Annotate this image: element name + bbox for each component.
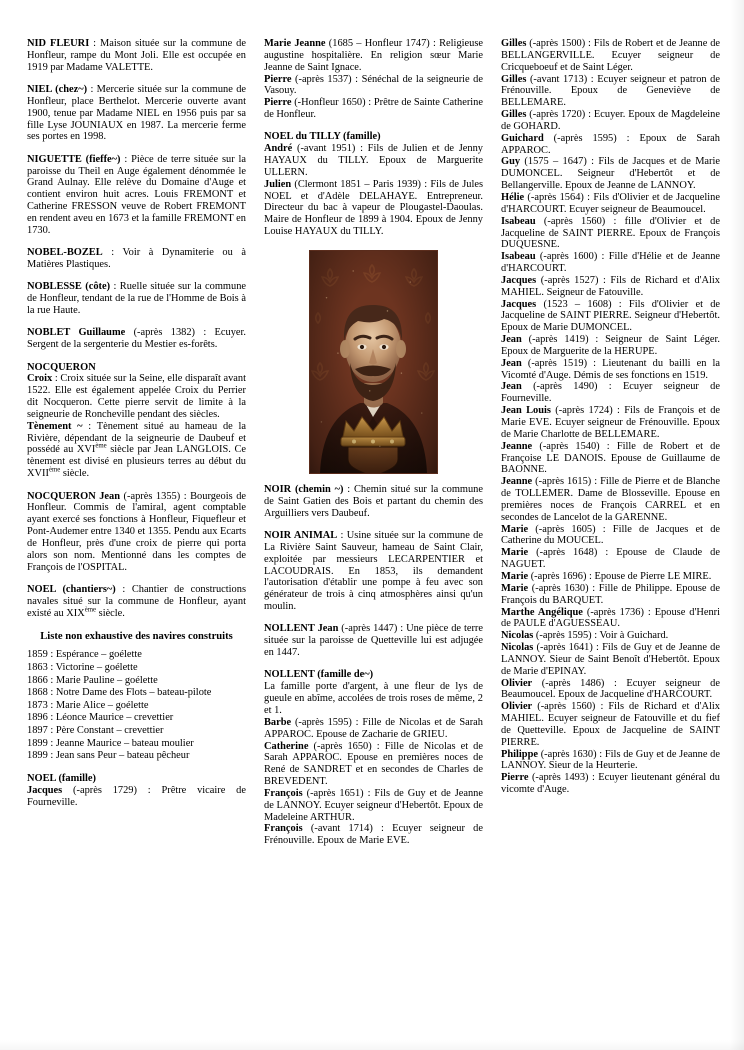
entry-nid-fleuri <box>27 38 246 74</box>
entry-body-part1: : Tènement situé au hameau de la Rivière, dépendant de la seigneurie de Daubeuf et possédé au XVI <box>27 420 246 456</box>
entry-headword: NOBLET Guillaume <box>27 327 126 339</box>
list-item: 1863 : Victorine – goélette <box>27 662 138 674</box>
entry-body-part1: : Chantier de constructions navales situé sur la commune de Honfleur, ayant existé au XIX <box>27 583 246 619</box>
entry-body: (-après 1493) : Ecuyer lieutenant général du vicomte d'Auge. <box>501 772 720 796</box>
entry-body: (-après 1486) : Ecuyer seigneur de Beaumoucel. Epoux de Jacqueline d'HARCOURT. <box>501 677 720 701</box>
entry-nollent-jean-1490 <box>501 381 720 405</box>
entry-nollent-jean-1519 <box>501 358 720 382</box>
entry-nollent-nicolas-1641 <box>501 642 720 678</box>
entry-headword: NOEL (chantiers~) <box>27 583 116 595</box>
entry-body: : Chemin situé sur la commune de Saint Gatien des Bois et partant du chemin des Arguilliers vers Daubeuf. <box>264 484 483 519</box>
entry-nollent-marthe-angelique <box>501 607 720 631</box>
entry-body: (Clermont 1851 – Paris 1939) : Fils de Jules NOEL et d'Adèle DELAHAYE. Entrepreneur. Directeur du bac à vapeur de Plougastel-Daoulas. Maire de Honfleur de 1899 à 1904. Epoux de Jenny Louise HAYAUX du TILLY. <box>264 178 483 238</box>
entry-nollent-francois-1714 <box>264 823 483 847</box>
entry-nobel-bozel <box>27 247 246 271</box>
entry-body: (-après 1736) : Epouse d'Henri de PAULE d'AGUESSEAU. <box>501 606 720 630</box>
entry-body: (-après 1720) : Ecuyer. Epoux de Magdeleine de GOHARD. <box>501 109 720 132</box>
entry-niguette <box>27 154 246 237</box>
entry-headword: Jean Louis <box>501 405 551 417</box>
group-title-noel-famille: NOEL (famille) <box>27 773 96 785</box>
list-item: 1866 : Marie Pauline – goélette <box>27 674 158 686</box>
entry-headword: André <box>264 143 293 155</box>
entry-headword: Olivier <box>501 701 533 713</box>
entry-body-part3: siècle. <box>60 468 90 480</box>
entry-body: (-après 1490) : Ecuyer seigneur de Fourneville. <box>501 381 720 405</box>
entry-body: (-après 1724) : Fils de François et de Marie EVE. Ecuyer seigneur de Frénouville. Epoux de Marie Charlotte de BELLEMARE. <box>501 405 721 440</box>
entry-body: (-avant 1951) : Fils de Julien et de Jenny HAYAUX du TILLY. Epoux de Marguerite ULLERN. <box>264 143 483 178</box>
entry-body: (-avant 1713) : Ecuyer seigneur et patron de Frénouville. Epoux de Geneviève de BELLEMARE. <box>501 73 720 109</box>
entry-nollent-jean <box>264 623 483 659</box>
entry-body: (-après 1537) : Sénéchal de la seigneurie de Vasouy. <box>264 73 483 97</box>
entry-body: : Mercerie située sur la commune de Honfleur, place Berthelot. Mercerie ouverte avant 1900, tenue par Madame NIEL en 1956 puis par sa fille Lyse JOUNIAUX en 1987. La mercerie ferme ses portes en 1998. <box>27 84 247 143</box>
entry-headword: Marthe Angélique <box>501 606 583 618</box>
entry-body: (-après 1419) : Seigneur de Saint Léger. Epoux de Marguerite de la HERUPE. <box>501 334 720 357</box>
entry-headword: Guichard <box>501 132 544 144</box>
entry-body: (-après 1729) : Prêtre vicaire de Fourneville. <box>27 785 246 808</box>
entry-nollent-jeanne-1540 <box>501 441 720 477</box>
entry-headword: NOCQUERON Jean <box>27 490 121 502</box>
entry-headword: Gilles <box>501 73 527 85</box>
entry-nollent-philippe <box>501 749 720 773</box>
list-item: 1896 : Léonce Maurice – crevettier <box>27 712 174 724</box>
entry-headword: Jean <box>501 334 522 346</box>
entry-nollent-pierre-1493 <box>501 772 720 796</box>
entry-body: (-après 1630) : Fils de Guy et de Jeanne de LANNOY. Sieur de la Heurterie. <box>501 748 720 772</box>
entry-body: (-après 1595) : Voir à Guichard. <box>533 630 669 642</box>
entry-body: : Croix située sur la Seine, elle disparaît avant 1522. Elle est également appelée Croix du Perrier dit Nocqueron. Cette pierre servit de limite à la seigneurie de Roncheville pendant des siècles. <box>27 373 246 420</box>
portrait-figure <box>310 251 437 473</box>
entry-body: (-Honfleur 1650) : Prêtre de Sainte Catherine de Honfleur. <box>264 97 483 121</box>
entry-body: (-après 1650) : Fille de Nicolas et de Sarah APPAROC. Epouse en premières noces de René de SANDRET et en secondes de Charles de BREVEDENT. <box>264 740 483 788</box>
entry-body: (-après 1696) : Epouse de Pierre LE MIRE. <box>528 570 712 582</box>
entry-headword: Olivier <box>501 677 533 689</box>
entry-body: (1575 – 1647) : Fils de Jacques et de Marie DUMONCEL. Seigneur d'Hebertôt et de Bellangerville. Epoux de Jeanne de LANNOY. <box>501 156 720 192</box>
entry-nollent-olivier-1486 <box>501 678 720 702</box>
entry-headword: Marie <box>501 582 529 594</box>
entry-nollent-marie-1696 <box>501 571 720 583</box>
entry-body: (-après 1605) : Fille de Jacques et de Catherine du MOUCEL. <box>501 523 720 547</box>
entry-nollent-jacques-1523 <box>501 299 720 335</box>
entry-headword: Julien <box>264 178 292 190</box>
list-item: 1868 : Notre Dame des Flots – bateau-pilote <box>27 687 212 699</box>
entry-body: (-après 1560) : fille d'Olivier et de Jacqueline de SAINT PIERRE. Epoux de François DUQUESNE. <box>501 215 720 251</box>
entry-headword: NOLLENT Jean <box>264 623 339 635</box>
entry-nollent-marie-1630 <box>501 583 720 607</box>
entry-body: (1685 – Honfleur 1747) : Religieuse augustine hospitalière. En religion sœur Marie Jeanne de Saint Ignace. <box>264 38 483 73</box>
entry-nollent-nicolas-1595 <box>501 630 720 642</box>
entry-headword: Pierre <box>264 97 292 109</box>
list-item: 1899 : Jeanne Maurice – bateau moulier <box>27 737 194 749</box>
entry-noel-pierre-1650 <box>264 97 483 121</box>
entry-noblet-guillaume <box>27 327 246 351</box>
entry-headword: NIEL (chez~) <box>27 84 88 96</box>
group-title-noel-du-tilly: NOEL du TILLY (famille) <box>264 131 381 143</box>
entry-headword: Marie <box>501 547 529 559</box>
ship-list-title: Liste non exhaustive des navires construits <box>40 631 233 643</box>
group-title-nocqueron: NOCQUERON <box>27 361 96 373</box>
entry-nollent-jean-louis <box>501 405 720 441</box>
entry-tilly-julien <box>264 179 483 238</box>
entry-headword: NID FLEURI <box>27 38 90 49</box>
entry-headword: François <box>264 823 303 835</box>
entry-noblesse <box>27 281 246 317</box>
entry-noel-chantiers <box>27 584 246 620</box>
entry-headword: Jean <box>501 381 522 393</box>
entry-headword: Nicolas <box>501 642 534 654</box>
man-portrait-illustration <box>310 251 437 473</box>
entry-body: (-après 1382) : Ecuyer. Sergent de la sergenterie du Mestier es-forêts. <box>27 327 247 351</box>
list-item: 1899 : Jean sans Peur – bateau pêcheur <box>27 750 190 762</box>
entry-headword: Jacques <box>501 274 537 286</box>
entry-nollent-jeanne-1615 <box>501 476 720 523</box>
ordinal-suffix: ème <box>95 443 107 450</box>
entry-body: : Ruelle située sur la commune de Honfleur, tendant de la rue de l'Homme de Bois à la rue Haute. <box>27 281 246 317</box>
ordinal-suffix: ème <box>84 606 97 614</box>
entry-headword: Catherine <box>264 740 309 752</box>
column-3 <box>501 38 720 968</box>
entry-nocqueron-croix <box>27 373 246 420</box>
entry-headword: Nicolas <box>501 630 534 642</box>
entry-body: (-après 1641) : Fils de Guy et de Jeanne de LANNOY. Sieur de Saint Benoît d'Hebertôt. Epoux de Marie d'EPINAY. <box>501 642 720 677</box>
entry-nollent-marie-1605 <box>501 524 720 548</box>
entry-nollent-helie <box>501 192 720 216</box>
entry-nollent-guy <box>501 156 720 192</box>
scan-edge-right <box>730 0 744 1050</box>
entry-noel-marie-jeanne <box>264 38 483 74</box>
entry-headword: Jacques <box>501 298 537 310</box>
entry-headword: François <box>264 787 303 799</box>
group-title-nollent-famille: NOLLENT (famille de~) <box>264 669 374 681</box>
entry-body: (1523 – 1608) : Fils d'Olivier et de Jacqueline de SAINT PIERRE. Seigneur d'Hebertôt. Epoux de Marie DUMONCEL. <box>501 298 720 334</box>
entry-nollent-catherine <box>264 741 483 788</box>
entry-nollent-barbe <box>264 717 483 741</box>
entry-headword: Gilles <box>501 109 527 121</box>
entry-body: (-après 1447) : Une pièce de terre située sur la paroisse de Quetteville lui est adjugée en 1447. <box>264 623 483 659</box>
entry-body: : Pièce de terre située sur la paroisse du Theil en Auge également dénommée le Grand Aulnay. Elle relève du Domaine d'Auge et contient environ huit acres. Louis FREMONT et Catherine FRESSON veuve de Robert FREMONT en rendent aveu en 1673 et la famille FREMONT en 1730. <box>27 153 246 236</box>
entry-nollent-jacques-1527 <box>501 275 720 299</box>
entry-noel-pierre-1537 <box>264 74 483 98</box>
scan-edge-bottom <box>0 1040 744 1050</box>
entry-body: (-après 1500) : Fils de Robert et de Jeanne de BELLANGERVILLE. Ecuyer seigneur de Cricqueboeuf et de Saint Léger. <box>501 38 720 73</box>
entry-nollent-guichard <box>501 133 720 157</box>
entry-headword: Barbe <box>264 716 292 728</box>
portrait-photograph <box>310 251 437 473</box>
entry-body-part2: siècle par Jean LANGLOIS. Ce tènement est divisé en plusieurs terres au début du XVII <box>27 444 246 480</box>
entry-niel <box>27 84 246 143</box>
ordinal-suffix: ème <box>48 466 61 474</box>
entry-body: : Voir à Dynamiterie ou à Matières Plastiques. <box>27 247 246 270</box>
entry-headword: NOIR ANIMAL <box>264 530 338 542</box>
entry-headword: Philippe <box>501 748 538 760</box>
entry-body: (-après 1564) : Fils d'Olivier et de Jacqueline d'HARCOURT. Ecuyer seigneur de Beaumoucel. <box>501 191 720 215</box>
entry-body: (-après 1615) : Fille de Pierre et de Blanche de TOLLEMER. Dame de Blosseville. Epouse en premières noces de François CARREL et en secondes de Lancelot de la GARENNE. <box>501 476 720 523</box>
entry-nollent-olivier-1560 <box>501 701 720 748</box>
entry-noir-animal <box>264 530 483 613</box>
entry-headword: NOBLESSE (côte) <box>27 281 111 293</box>
ship-list <box>27 649 246 762</box>
entry-nollent-jean-1419 <box>501 334 720 358</box>
entry-headword: Jeanne <box>501 476 533 488</box>
entry-headword: Isabeau <box>501 215 536 227</box>
entry-nollent-gilles-1720 <box>501 109 720 133</box>
entry-headword: NOBEL-BOZEL <box>27 247 103 259</box>
entry-headword: Marie Jeanne <box>264 38 326 49</box>
entry-headword: Isabeau <box>501 251 536 263</box>
entry-body: (-après 1648) : Epouse de Claude de NAGUET. <box>501 547 720 571</box>
entry-nocqueron-jean <box>27 491 246 574</box>
entry-noel-jacques <box>27 785 246 809</box>
entry-noir-chemin <box>264 484 483 520</box>
entry-nollent-marie-1648 <box>501 547 720 571</box>
list-item: 1859 : Espérance – goélette <box>27 649 142 661</box>
entry-body: (-après 1560) : Fils de Richard et d'Alix MAHIEL. Ecuyer seigneur de Fatouville et du fief de Quetteville. Epoux de Jacqueline de SAINT PIERRE. <box>501 701 720 748</box>
entry-headword: Gilles <box>501 38 527 49</box>
entry-body: (-après 1355) : Bourgeois de Honfleur. Commis de l'amiral, agent comptable ayant exercé ses fonctions à Honfleur, Fiquefleur et Pont-Audemer entre 1340 et 1355. Pendu aux Ecarts de Honfleur, près d'une croix de pierre qui porta alors son nom. Mentionné dans les comptes de François de l'OSPITAL. <box>27 490 246 573</box>
entry-body: (-après 1595) : Epoux de Sarah APPAROC. <box>501 132 720 156</box>
entry-headword: Hélie <box>501 191 525 203</box>
entry-headword: NIGUETTE (fieffe~) <box>27 153 121 165</box>
entry-headword: Croix <box>27 373 53 385</box>
entry-nocqueron-tenement <box>27 421 246 480</box>
entry-body-part2: siècle. <box>96 607 125 619</box>
entry-headword: Marie <box>501 570 529 582</box>
entry-nollent-gilles-1713 <box>501 74 720 110</box>
entry-headword: Jean <box>501 357 522 369</box>
entry-tilly-andre <box>264 143 483 179</box>
entry-nollent-francois-1651 <box>264 788 483 824</box>
three-column-layout <box>27 38 719 968</box>
entry-nollent-isabeau-1600 <box>501 251 720 275</box>
entry-headword: Guy <box>501 156 521 168</box>
entry-body: (-après 1595) : Fille de Nicolas et de Sarah APPAROC. Epouse de Zacharie de GRIEU. <box>264 716 483 740</box>
nollent-famille-blazon: La famille porte d'argent, à une fleur de lys de gueule en abîme, accolées de trois roses de même, 2 et 1. <box>264 681 483 716</box>
entry-nollent-gilles-1500 <box>501 38 720 74</box>
entry-headword: Jeanne <box>501 440 533 452</box>
entry-body: (-après 1600) : Fille d'Hélie et de Jeanne d'HARCOURT. <box>501 251 720 275</box>
entry-body: (-après 1540) : Fille de Robert et de Françoise LE DANOIS. Epouse de Guillaume de BAONNE. <box>501 440 720 476</box>
entry-headword: Jacques <box>27 785 63 797</box>
entry-body: : Maison située sur la commune de Honfleur, rampe du Mont Joli. Elle est occupée en 1919 par Madame VALETTE. <box>27 38 246 73</box>
entry-headword: Marie <box>501 523 529 535</box>
entry-body: (-avant 1714) : Ecuyer seigneur de Frénouville. Epoux de Marie EVE. <box>264 823 483 847</box>
entry-body: : Usine située sur la commune de La Rivière Saint Sauveur, hameau de Saint Clair, exploitée par messieurs LECARPENTIER et LACOUDRAIS. En 1853, ils demandent l'autorisation d'établir une pompe à feu avec son générateur de trois à cinq atmosphères ainsi qu'un moulin. <box>264 530 483 613</box>
list-item: 1873 : Marie Alice – goélette <box>27 699 149 711</box>
entry-headword: Pierre <box>501 772 529 784</box>
entry-body: (-après 1519) : Lieutenant du bailli en la Vicomté d'Auge. Démis de ses fonctions en 1519. <box>501 357 720 381</box>
column-1 <box>27 38 246 968</box>
entry-headword: NOIR (chemin ~) <box>264 484 344 495</box>
column-2 <box>264 38 483 968</box>
entry-body: (-après 1527) : Fils de Richard et d'Alix MAHIEL. Seigneur de Fatouville. <box>501 274 720 298</box>
entry-headword: Tènement ~ <box>27 420 83 432</box>
entry-nollent-isabeau-1560 <box>501 216 720 252</box>
entry-headword: Pierre <box>264 73 292 85</box>
list-item: 1897 : Père Constant – crevettier <box>27 725 164 736</box>
entry-body: (-après 1630) : Fille de Philippe. Epouse de François du BARQUET. <box>501 582 720 606</box>
entry-body: (-après 1651) : Fils de Guy et de Jeanne de LANNOY. Ecuyer seigneur d'Hebertôt. Epoux de Madeleine ARTHUR. <box>264 787 483 823</box>
